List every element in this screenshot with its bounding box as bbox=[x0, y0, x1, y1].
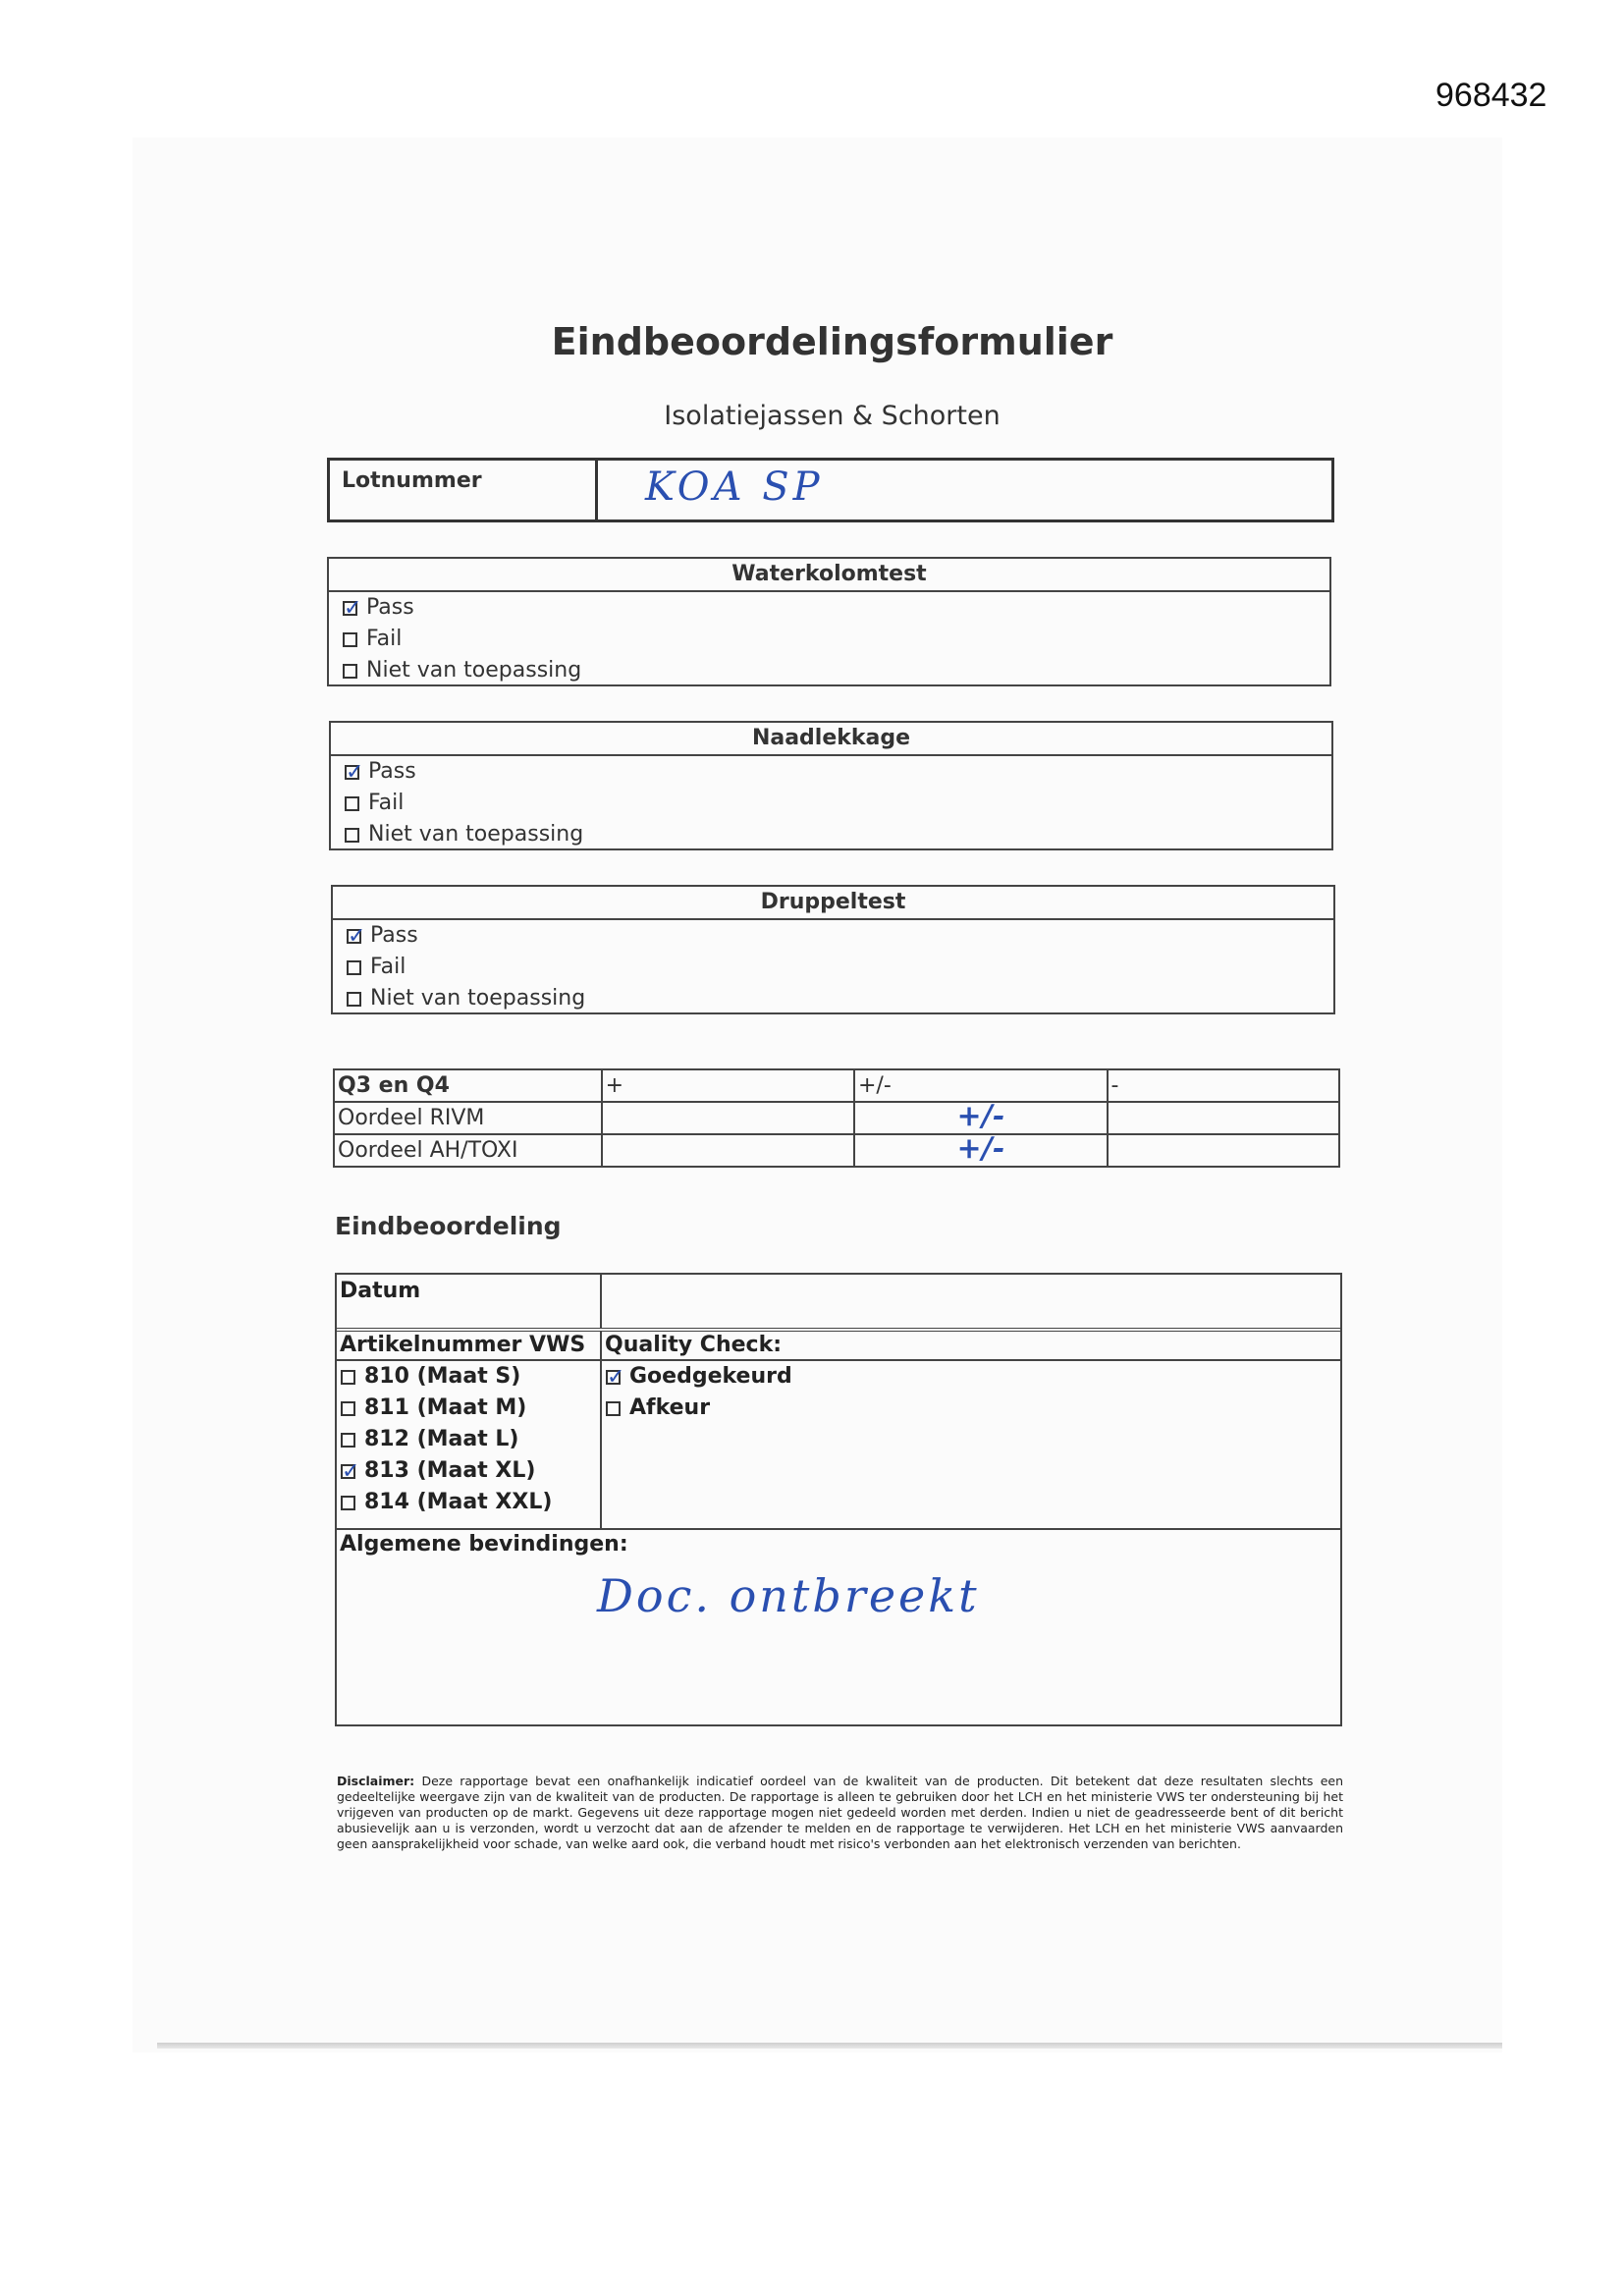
checkbox-icon[interactable] bbox=[606, 1401, 621, 1416]
checkbox-icon[interactable] bbox=[341, 1401, 355, 1416]
checkbox-icon[interactable] bbox=[345, 796, 359, 811]
lot-number-value: KOA SP bbox=[645, 465, 824, 510]
option-pass[interactable]: ✓ Pass bbox=[333, 920, 1333, 952]
article-option-810[interactable]: 810 (Maat S) bbox=[337, 1361, 600, 1393]
article-column bbox=[337, 1332, 602, 1528]
option-pass[interactable]: ✓ Pass bbox=[329, 592, 1329, 624]
handwritten-mark: +/- bbox=[956, 1131, 1005, 1166]
article-option-811[interactable]: 811 (Maat M) bbox=[337, 1393, 600, 1424]
final-section-title: Eindbeoordeling bbox=[335, 1212, 562, 1240]
test-druppeltest bbox=[331, 885, 1335, 1014]
lot-number-label: Lotnummer bbox=[330, 461, 598, 519]
checkbox-icon[interactable] bbox=[347, 992, 361, 1007]
option-fail[interactable]: Fail bbox=[329, 624, 1329, 655]
rating-cell-plusminus[interactable] bbox=[854, 1099, 1108, 1134]
checkbox-icon[interactable] bbox=[347, 929, 361, 944]
article-option-814[interactable]: 814 (Maat XXL) bbox=[337, 1487, 600, 1518]
quality-head: Quality Check: bbox=[602, 1332, 1340, 1361]
checkbox-icon[interactable] bbox=[341, 1433, 355, 1448]
disclaimer bbox=[337, 1774, 1343, 1852]
findings-label: Algemene bevindingen: bbox=[340, 1532, 628, 1557]
test-naadlekkage bbox=[329, 721, 1333, 850]
test-title: Naadlekkage bbox=[331, 723, 1331, 756]
quality-column bbox=[602, 1332, 1340, 1528]
lot-number-field[interactable] bbox=[598, 461, 1331, 519]
test-title: Druppeltest bbox=[333, 887, 1333, 920]
rating-cell-plus[interactable] bbox=[602, 1134, 854, 1167]
article-head: Artikelnummer VWS bbox=[337, 1332, 600, 1361]
handwritten-mark: +/- bbox=[956, 1099, 1005, 1133]
disclaimer-text: Deze rapportage bevat een onafhankelijk indicatief oordeel van de kwaliteit van de producten. Dit betekent dat deze resultaten slechts een gedeeltelijke weergave zijn van de kwaliteit van de producten. De rapportage is alleen te gebruiken door het LCH en het ministerie VWS ter ondersteuning bij het vrijgeven van producten op de markt. Gegevens uit deze rapportage mogen niet gedeeld worden met derden. Indien u niet de geadresseerde bent of dit bericht abusievelijk aan u is verzonden, wordt u verzocht dat aan de afzender te melden en de rapportage te verwijderen. Het LCH en het ministerie VWS aanvaarden geen aansprakelijkheid voor schade, van welke aard ook, die verband houdt met risico's verbonden aan het elektronisch verzenden van berichten. bbox=[337, 1774, 1343, 1851]
rating-label-ah-toxi: Oordeel AH/TOXI bbox=[334, 1134, 602, 1167]
rating-cell-minus[interactable] bbox=[1108, 1134, 1340, 1167]
datum-row bbox=[337, 1275, 1340, 1332]
quality-option-rejected[interactable]: Afkeur bbox=[602, 1393, 1340, 1424]
option-not-applicable[interactable]: Niet van toepassing bbox=[331, 819, 1331, 850]
ratings-table bbox=[333, 1068, 1340, 1168]
test-waterkolomtest bbox=[327, 557, 1331, 686]
ratings-header-minus: - bbox=[1108, 1069, 1340, 1102]
article-option-812[interactable]: 812 (Maat L) bbox=[337, 1424, 600, 1455]
lot-number-box bbox=[327, 458, 1334, 522]
disclaimer-lead: Disclaimer: bbox=[337, 1774, 415, 1788]
final-assessment-box bbox=[335, 1273, 1342, 1726]
article-option-813[interactable]: ✓ 813 (Maat XL) bbox=[337, 1455, 600, 1487]
document-id: 968432 bbox=[1435, 77, 1547, 114]
checkbox-icon[interactable] bbox=[343, 664, 357, 679]
checkbox-icon[interactable] bbox=[345, 765, 359, 780]
option-pass[interactable]: ✓ Pass bbox=[331, 756, 1331, 788]
quality-option-approved[interactable]: ✓ Goedgekeurd bbox=[602, 1361, 1340, 1393]
rating-cell-minus[interactable] bbox=[1108, 1102, 1340, 1134]
datum-field[interactable] bbox=[602, 1275, 1340, 1328]
test-title: Waterkolomtest bbox=[329, 559, 1329, 592]
checkbox-icon[interactable] bbox=[341, 1370, 355, 1385]
table-row bbox=[334, 1134, 1339, 1167]
table-row bbox=[334, 1102, 1339, 1134]
ratings-header-quarter: Q3 en Q4 bbox=[334, 1069, 602, 1102]
rating-label-rivm: Oordeel RIVM bbox=[334, 1102, 602, 1134]
option-not-applicable[interactable]: Niet van toepassing bbox=[333, 983, 1333, 1014]
article-quality-row bbox=[337, 1332, 1340, 1530]
option-fail[interactable]: Fail bbox=[333, 952, 1333, 983]
form-subtitle: Isolatiejassen & Schorten bbox=[664, 401, 1001, 431]
ratings-header-plus: + bbox=[602, 1069, 854, 1102]
ratings-header-plusminus: +/- bbox=[854, 1069, 1108, 1102]
rating-cell-plus[interactable] bbox=[602, 1102, 854, 1134]
checkbox-icon[interactable] bbox=[341, 1496, 355, 1510]
checkbox-icon[interactable] bbox=[606, 1370, 621, 1385]
option-fail[interactable]: Fail bbox=[331, 788, 1331, 819]
findings-text[interactable]: Doc. ontbreekt bbox=[597, 1569, 980, 1622]
checkbox-icon[interactable] bbox=[343, 632, 357, 647]
form-title: Eindbeoordelingsformulier bbox=[551, 320, 1113, 363]
table-row bbox=[334, 1069, 1339, 1102]
option-not-applicable[interactable]: Niet van toepassing bbox=[329, 655, 1329, 686]
rating-cell-plusminus[interactable] bbox=[854, 1131, 1108, 1167]
checkbox-icon[interactable] bbox=[347, 960, 361, 975]
checkbox-icon[interactable] bbox=[345, 828, 359, 843]
checkbox-icon[interactable] bbox=[343, 601, 357, 616]
datum-label: Datum bbox=[337, 1275, 602, 1328]
checkbox-icon[interactable] bbox=[341, 1464, 355, 1479]
scan-edge bbox=[157, 2043, 1502, 2049]
